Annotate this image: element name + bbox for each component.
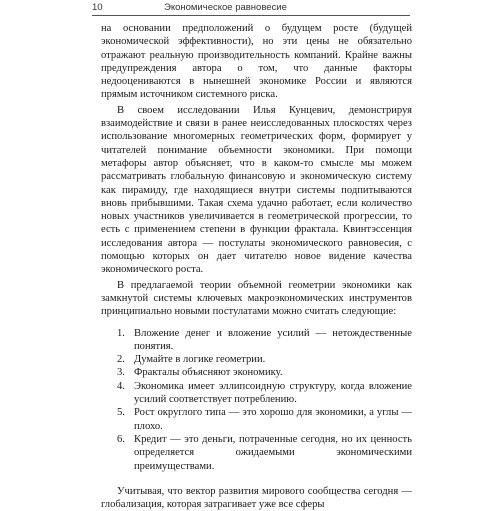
- page-body: [101, 22, 412, 511]
- list-item: [101, 353, 412, 366]
- paragraph-3: В предлагаемой теории объемной геометрии экономики как замкнутой системы ключевых макроэкономических инструментов принципиально новыми постулатами можно считать следующие:: [101, 279, 412, 318]
- list-item: [101, 406, 412, 433]
- list-item-number: 6.: [117, 433, 125, 445]
- running-header: [92, 2, 287, 14]
- chapter-title: Экономическое равновесие: [164, 2, 287, 13]
- list-item-text: Думайте в логике геометрии.: [134, 354, 266, 366]
- list-item-number: 5.: [117, 407, 125, 419]
- list-item: [101, 327, 412, 354]
- list-item-text: Вложение денег и вложение усилий — нетождественные понятия.: [134, 327, 412, 352]
- header-rule: [92, 15, 410, 16]
- list-item-number: 3.: [117, 367, 125, 379]
- postulates-list: [101, 327, 412, 473]
- list-item-text: Фракталы объясняют экономику.: [134, 367, 283, 379]
- list-item: [101, 380, 412, 407]
- paragraph-1: на основании предположений о будущем росте (будущей экономической эффективности), но эти цены не обязательно отражают реальную производительность компаний. Крайне важны предупреждения автора о том, что данные факторы недооцениваются в нынешней экономике России и являются прямым источником системного риска.: [101, 23, 412, 101]
- list-item-number: 2.: [117, 354, 125, 366]
- list-item-text: Рост округлого типа — это хорошо для экономики, а углы — плохо.: [134, 407, 412, 432]
- list-item-text: Кредит — это деньги, потраченные сегодня, но их ценность определяется ожидаемыми экономическими преимуществами.: [134, 433, 412, 472]
- paragraph-2: В своем исследовании Илья Кунцевич, демонстрируя взаимодействие и связи в ранее неисследованных плоскостях через использование многомерных геометрических форм, формирует у читателей понимание объемности экономики. При помощи метафоры автор объясняет, что в каком-то смысле мы можем рассматривать глобальную финансовую и экономическую систему как пирамиду, где находящиеся внутри системы подпитываются вновь прибывшими. Такая схема удачно работает, если количество новых участников увеличивается в геометрической прогрессии, то есть с применением степени в функции фрактала. Квинтэссенция исследования автора — постулаты экономического равновесия, с помощью которых он дает читателю новое видение качества экономического роста.: [101, 104, 412, 276]
- list-item-text: Экономика имеет эллипсоидную структуру, когда вложение усилий соответствует потреблению.: [134, 380, 412, 406]
- paragraph-4: Учитывая, что вектор развития мирового сообщества сегодня — глобализация, которая затрагивает уже все сферы: [101, 485, 412, 511]
- list-item-number: 4.: [117, 380, 125, 392]
- list-item-number: 1.: [117, 327, 125, 339]
- list-item: [101, 366, 412, 379]
- list-item: [101, 433, 412, 473]
- page-number: 10: [92, 2, 103, 13]
